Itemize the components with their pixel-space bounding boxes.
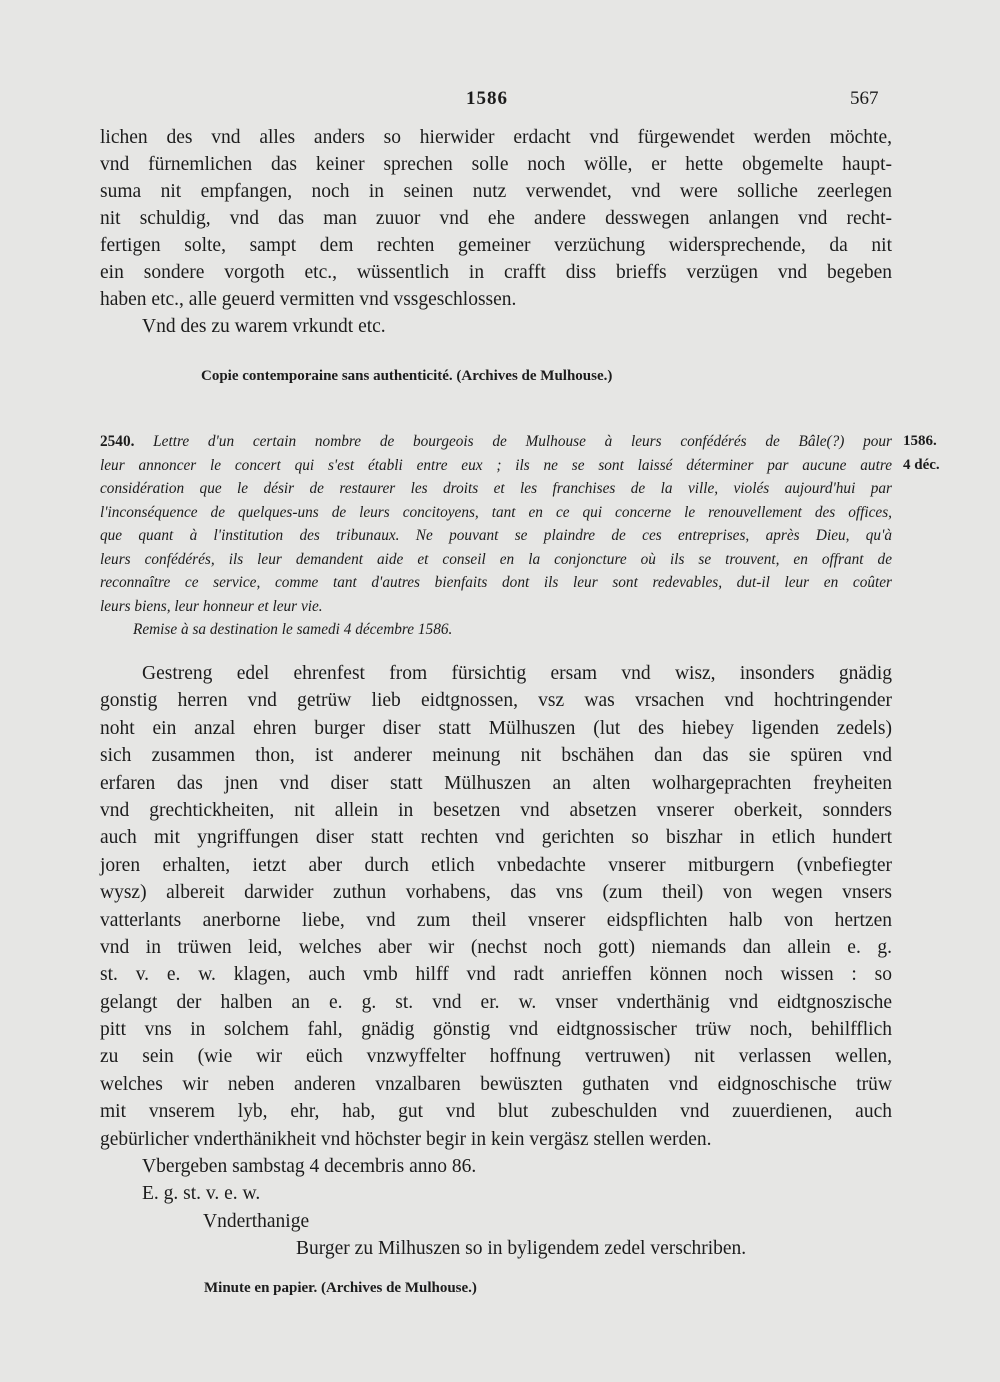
regest-line: reconnaître ce service, comme tant d'autres bienfaits dont ils leur sont redevables, dut-il leur en coûter: [100, 574, 892, 591]
header-year: 1586: [466, 88, 508, 109]
margin-year: 1586.: [903, 433, 937, 449]
closing-subscription: Vnderthanige: [203, 1210, 310, 1232]
text-line: vnd in trüwen leid, welches aber wir (nechst noch gott) niemands dan allein e. g.: [100, 936, 892, 958]
regest-line: 2540. Lettre d'un certain nombre de bourgeois de Mulhouse à leurs confédérés de Bâle(?) pour: [100, 433, 892, 450]
text-line: ein sondere vorgoth etc., wüssentlich in crafft diss brieffs verzügen vnd begeben: [100, 262, 892, 283]
page-number: 567: [850, 88, 879, 109]
text-line: fertigen solte, sampt dem rechten gemeiner verzüchung widersprechende, da nit: [100, 235, 892, 256]
document-number: 2540.: [100, 433, 135, 450]
text-line: zu sein (wie wir eüch vnzwyffelter hoffnung vertruwen) nit verlassen wellen,: [100, 1046, 892, 1068]
text-line: Gestreng edel ehrenfest from fürsichtig ersam vnd wisz, insonders gnädig: [142, 663, 892, 684]
text-line: noht ein anzal ehren burger diser statt Mülhuszen (lut des hiebey ligenden zedels): [100, 717, 892, 739]
document-text: [100, 660, 892, 1263]
text-line: st. v. e. w. klagen, auch vmb hilff vnd radt anrieffen können noch wissen : so: [100, 964, 892, 986]
closing-date: Vbergeben sambstag 4 decembris anno 86.: [142, 1156, 477, 1178]
regest-line: que quant à l'institution des tribunaux. Ne pouvant se plaindre de ces entreprises, après Dieu, qu'à: [100, 527, 892, 544]
text-line: wysz) albereit darwider zuthun vorhabens, das vns (zum theil) von wegen vnsers: [100, 882, 892, 904]
text-line: lichen des vnd alles anders so hierwider erdacht vnd fürgewendet werden möchte,: [100, 127, 892, 148]
text-line: haben etc., alle geuerd vermitten vnd vssgeschlossen.: [100, 289, 517, 310]
delivery-note: Remise à sa destination le samedi 4 décembre 1586.: [133, 621, 453, 638]
text-line: suma nit empfangen, noch in seinen nutz verwendet, vnd were solliche zeerlegen: [100, 181, 892, 202]
regest-line: l'inconséquence de quelques-uns de leurs concitoyens, tant en ce qui concerne le renouvellement des offices,: [100, 503, 892, 521]
text-line: nit schuldig, vnd das man zuuor vnd ehe andere desswegen anlangen vnd recht-: [100, 208, 892, 229]
text-line: pitt vns in solchem fahl, gnädig gönstig vnd eidtgnossischer trüw noch, behilfflich: [100, 1019, 892, 1041]
text-line: gebürlicher vnderthänikheit vnd höchster begir in kein vergäsz stellen werden.: [100, 1128, 712, 1150]
text-line: vnd fürnemlichen das keiner sprechen solle noch wölle, er hette obgemelte haupt-: [100, 154, 892, 175]
regest-line: leurs biens, leur honneur et leur vie.: [100, 597, 323, 615]
text-line: joren erhalten, ietzt aber durch etlich vnbedachte vnserer mitburgern (vnbefiegter: [100, 854, 892, 876]
regest-line: leurs confédérés, ils leur demandent aide et conseil en la conjoncture où ils se trouvent, en offrant de: [100, 550, 892, 568]
text-line: mit vnserem lyb, ehr, hab, gut vnd blut zubeschulden vnd zuuerdienen, auch: [100, 1101, 892, 1123]
text-line: sich zusammen thon, ist anderer meinung nit bschähen dan das sie spüren vnd: [100, 745, 892, 767]
text-line: gelangt der halben an e. g. st. vnd er. w. vnser vnderthänig vnd eidtgnoszische: [100, 991, 892, 1013]
text-line: gonstig herren vnd getrüw lieb eidtgnossen, vsz was vrsachen vnd hochtringender: [100, 690, 892, 712]
source-note: Minute en papier. (Archives de Mulhouse.): [204, 1280, 477, 1296]
text-line: auch mit yngriffungen diser statt rechten vnd gerichten so biszhar in etlich hundert: [100, 827, 892, 849]
regest: [100, 430, 892, 642]
text-line: vatterlants anerborne liebe, vnd zum theil vnserer eidspflichten halb von hertzen: [100, 909, 892, 931]
closing-signature: Burger zu Milhuszen so in byligendem zedel verschriben.: [296, 1238, 747, 1260]
regest-line: leur annoncer le concert qui s'est établi entre eux ; ils ne se sont laissé déterminer par aucune autre: [100, 456, 892, 474]
text-line: vnd grechtickheiten, nit allein in besetzen vnd absetzen vnserer oberkeit, sonnders: [100, 799, 892, 821]
continuation-text: [100, 124, 892, 340]
margin-date: 4 déc.: [903, 457, 940, 473]
source-note: Copie contemporaine sans authenticité. (Archives de Mulhouse.): [201, 368, 613, 384]
text-line: erfaren das jnen vnd diser statt Mülhuszen an alten wolhargeprachten freyheiten: [100, 772, 892, 794]
text-line: Vnd des zu warem vrkundt etc.: [142, 316, 386, 337]
closing-address: E. g. st. v. e. w.: [142, 1183, 261, 1205]
text-line: welches wir neben anderen vnzalbaren bewüszten guthaten vnd eidgnoschische trüw: [100, 1073, 892, 1095]
regest-line: considération que le désir de restaurer les droits et les franchises de la ville, violés aujourd'hui par: [100, 480, 892, 497]
